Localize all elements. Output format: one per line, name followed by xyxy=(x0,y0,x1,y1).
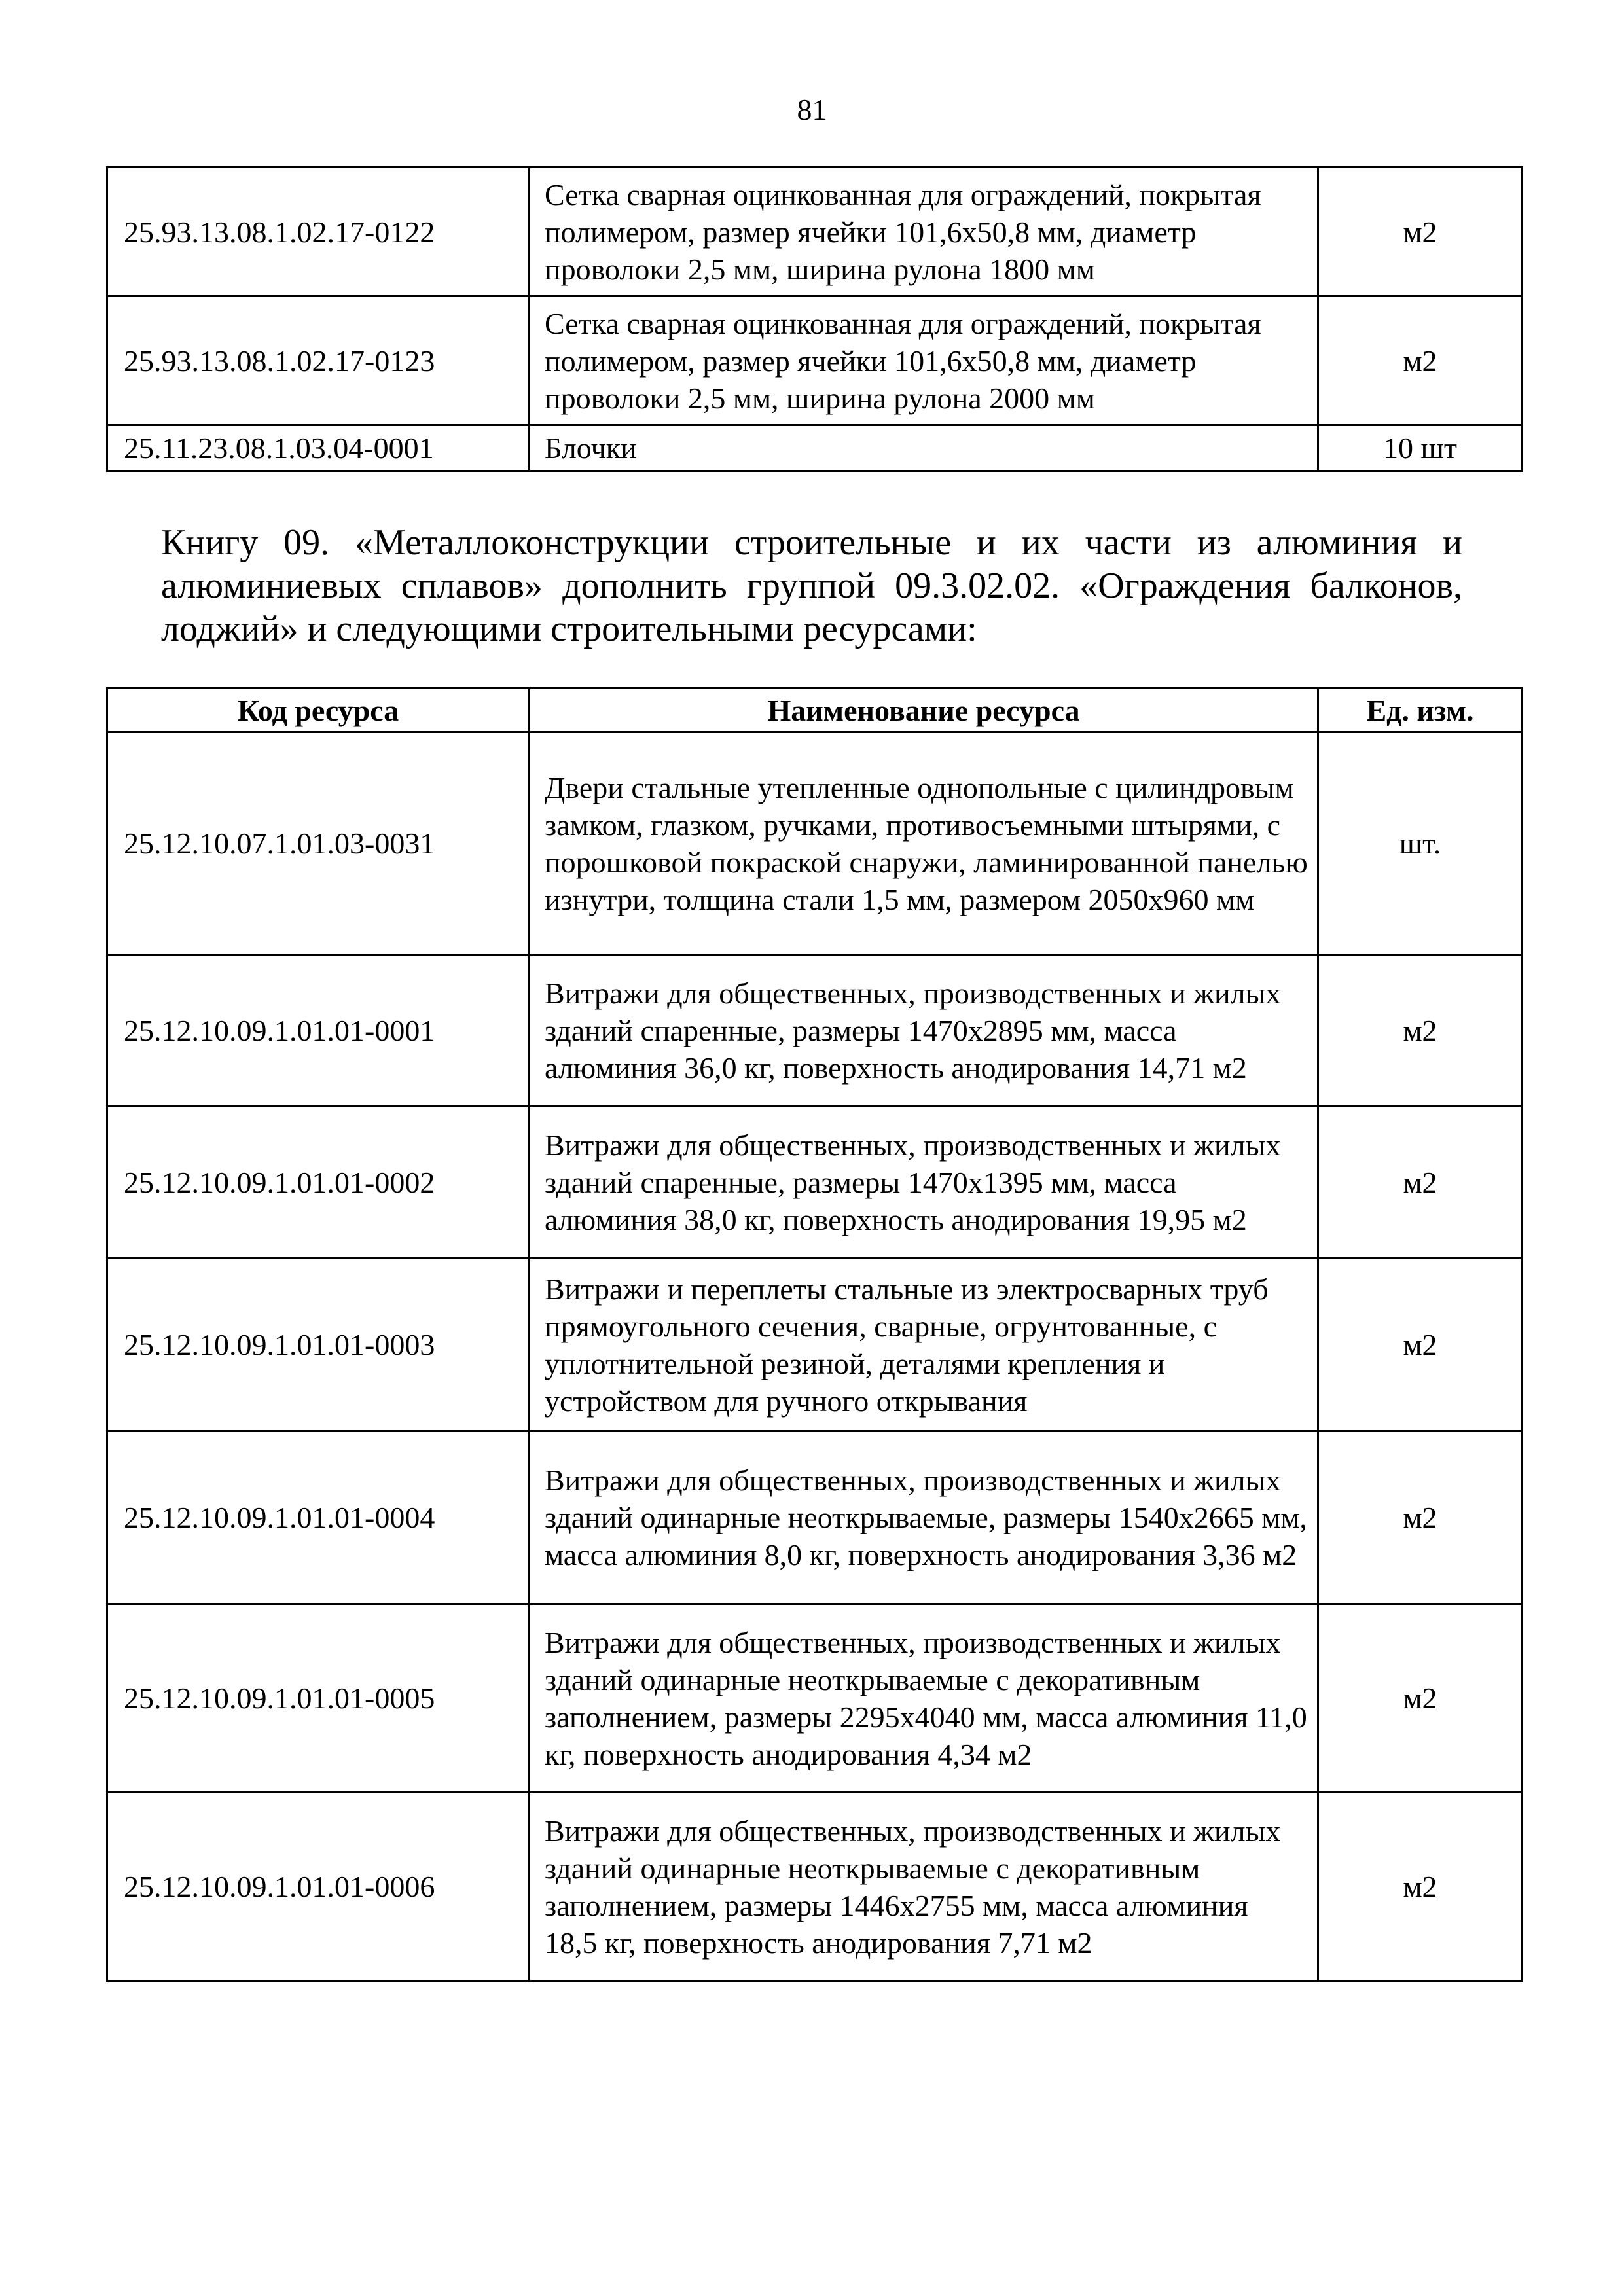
resource-name-cell: Витражи для общественных, производственных и жилых зданий одинарные неоткрываемые с декоративным заполнением, размеры 1446х2755 мм, масса алюминия 18,5 кг, поверхность анодирования 7,71 м2 xyxy=(530,1793,1318,1981)
resource-name-cell: Витражи для общественных, производственных и жилых зданий одинарные неоткрываемые с декоративным заполнением, размеры 2295х4040 мм, масса алюминия 11,0 кг, поверхность анодирования 4,34 м2 xyxy=(530,1604,1318,1793)
resource-code-cell: 25.93.13.08.1.02.17-0122 xyxy=(107,168,530,296)
header-code: Код ресурса xyxy=(107,689,530,732)
resource-unit-cell: м2 xyxy=(1318,296,1523,425)
resource-unit-cell: м2 xyxy=(1318,1604,1523,1793)
table-row xyxy=(107,296,1523,425)
resource-unit-cell: м2 xyxy=(1318,1793,1523,1981)
resource-name-cell: Сетка сварная оцинкованная для ограждений, покрытая полимером, размер ячейки 101,6х50,8 мм, диаметр проволоки 2,5 мм, ширина рулона 2000 мм xyxy=(530,296,1318,425)
intro-paragraph: Книгу 09. «Металлоконструкции строительные и их части из алюминия и алюминиевых сплавов» дополнить группой 09.3.02.02. «Ограждения балконов, лоджий» и следующими строительными ресурсами: xyxy=(161,522,1462,649)
table-row xyxy=(107,425,1523,471)
table-row xyxy=(107,1604,1523,1793)
table-row xyxy=(107,955,1523,1107)
header-name: Наименование ресурса xyxy=(530,689,1318,732)
resource-name-cell: Витражи для общественных, производственных и жилых зданий спаренные, размеры 1470х2895 мм, масса алюминия 36,0 кг, поверхность анодирования 14,71 м2 xyxy=(530,955,1318,1107)
resource-unit-cell: м2 xyxy=(1318,168,1523,296)
resource-code-cell: 25.93.13.08.1.02.17-0123 xyxy=(107,296,530,425)
resource-code-cell: 25.12.10.09.1.01.01-0001 xyxy=(107,955,530,1107)
resource-table-continued xyxy=(106,166,1523,472)
resource-name-cell: Витражи и переплеты стальные из электросварных труб прямоугольного сечения, сварные, огрунтованные, с уплотнительной резиной, деталями крепления и устройством для ручного открывания xyxy=(530,1259,1318,1431)
resource-code-cell: 25.12.10.09.1.01.01-0005 xyxy=(107,1604,530,1793)
table-row xyxy=(107,1431,1523,1604)
resource-unit-cell: м2 xyxy=(1318,1431,1523,1604)
resource-code-cell: 25.12.10.09.1.01.01-0003 xyxy=(107,1259,530,1431)
resource-table xyxy=(106,687,1523,1982)
resource-unit-cell: м2 xyxy=(1318,955,1523,1107)
table-header-row xyxy=(107,689,1523,732)
resource-unit-cell: шт. xyxy=(1318,732,1523,955)
resource-code-cell: 25.12.10.09.1.01.01-0002 xyxy=(107,1107,530,1259)
resource-name-cell: Витражи для общественных, производственных и жилых зданий одинарные неоткрываемые, размеры 1540х2665 мм, масса алюминия 8,0 кг, поверхность анодирования 3,36 м2 xyxy=(530,1431,1318,1604)
page-number: 81 xyxy=(797,93,827,126)
resource-unit-cell: м2 xyxy=(1318,1107,1523,1259)
resource-name-cell: Двери стальные утепленные однопольные с цилиндровым замком, глазком, ручками, противосъемными штырями, с порошковой покраской снаружи, ламинированной панелью изнутри, толщина стали 1,5 мм, размером 2050х960 мм xyxy=(530,732,1318,955)
resource-name-cell: Блочки xyxy=(530,425,1318,471)
resource-code-cell: 25.12.10.09.1.01.01-0004 xyxy=(107,1431,530,1604)
resource-code-cell: 25.12.10.09.1.01.01-0006 xyxy=(107,1793,530,1981)
table-row xyxy=(107,1259,1523,1431)
resource-code-cell: 25.11.23.08.1.03.04-0001 xyxy=(107,425,530,471)
table-row xyxy=(107,732,1523,955)
header-unit: Ед. изм. xyxy=(1318,689,1523,732)
table-row xyxy=(107,168,1523,296)
resource-code-cell: 25.12.10.07.1.01.03-0031 xyxy=(107,732,530,955)
resource-name-cell: Сетка сварная оцинкованная для ограждений, покрытая полимером, размер ячейки 101,6х50,8 мм, диаметр проволоки 2,5 мм, ширина рулона 1800 мм xyxy=(530,168,1318,296)
table-row xyxy=(107,1107,1523,1259)
resource-name-cell: Витражи для общественных, производственных и жилых зданий спаренные, размеры 1470х1395 мм, масса алюминия 38,0 кг, поверхность анодирования 19,95 м2 xyxy=(530,1107,1318,1259)
resource-unit-cell: м2 xyxy=(1318,1259,1523,1431)
resource-unit-cell: 10 шт xyxy=(1318,425,1523,471)
table-row xyxy=(107,1793,1523,1981)
